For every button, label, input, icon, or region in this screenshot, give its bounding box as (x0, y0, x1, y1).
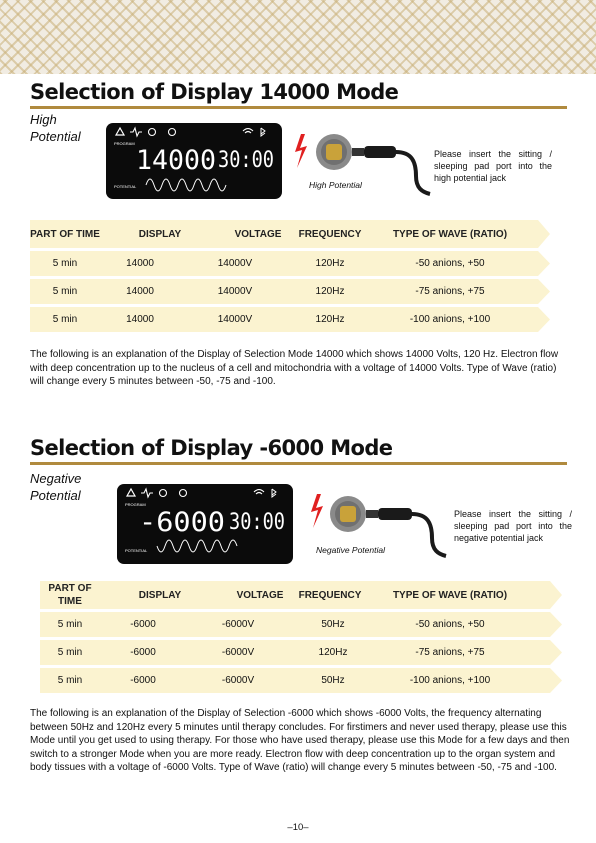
pulse-icon (130, 128, 142, 136)
cell-display: 14000 (126, 286, 154, 297)
device-label: High Potential (309, 180, 362, 190)
cell-frequency: 120Hz (315, 314, 345, 325)
instruction-note: Please insert the sitting / sleeping pad port into the negative potential jack (454, 509, 572, 543)
pulse-icon (141, 489, 153, 497)
page-number: –10– (287, 822, 309, 833)
wave-graphic (157, 540, 237, 552)
cell-voltage: 14000V (217, 314, 253, 325)
wifi-icon (243, 129, 253, 134)
cell-display: -6000 (130, 619, 156, 630)
header-type-of-wave: TYPE OF WAVE (RATIO) (392, 228, 508, 240)
cell-wave: -50 anions, +50 (415, 619, 485, 630)
header-part-of-time: PART OF TIME (48, 583, 92, 607)
table-row (40, 668, 562, 693)
header-frequency: FREQUENCY (298, 589, 362, 601)
wifi-icon (254, 490, 264, 495)
cell-voltage: 14000V (217, 286, 253, 297)
cell-wave: -50 anions, +50 (415, 258, 485, 269)
cell-frequency: 120Hz (315, 286, 345, 297)
table-row (30, 307, 550, 332)
cell-display: 14000 (126, 258, 154, 269)
header-display: DISPLAY (138, 228, 182, 240)
cell-display: -6000 (130, 647, 156, 658)
header-voltage: VOLTAGE (234, 228, 282, 240)
cell-wave: -75 anions, +75 (415, 286, 485, 297)
cell-frequency: 50Hz (321, 619, 345, 630)
bluetooth-icon (261, 128, 265, 136)
lcd-mode-label: POTENTIAL (125, 548, 148, 553)
lightning-bolt-icon (293, 134, 309, 168)
lcd-timer: 30:00 (218, 148, 274, 173)
lightning-bolt-icon (309, 494, 325, 528)
table-header-row (30, 220, 550, 248)
cell-voltage: -6000V (221, 647, 255, 658)
mode-icon (160, 490, 167, 497)
cell-wave: -100 anions, +100 (409, 675, 491, 686)
cell-display: 14000 (126, 314, 154, 325)
lcd-display-panel (117, 484, 293, 564)
table-row (30, 251, 550, 276)
lcd-screen-graphic (117, 484, 293, 564)
section-title: Selection of Display -6000 Mode (30, 436, 393, 460)
decorative-header-pattern (0, 0, 596, 74)
cell-time: 5 min (57, 675, 83, 686)
cell-time: 5 min (52, 258, 78, 269)
table-header-row (40, 581, 562, 609)
explanation-paragraph: The following is an explanation of the Display of Selection Mode 14000 which shows 14000 Volts, 120 Hz. Electron flow with deep concentration up to the nucleus of a cell and mitochondria with a voltage of 14000 Volts. Type of Wave (ratio) will change every 5 minutes between -50, -75 and -100. (30, 349, 559, 388)
table-row (30, 279, 550, 304)
cell-wave: -100 anions, +100 (409, 314, 491, 325)
instruction-note: Please insert the sitting / sleeping pad port into the high potential jack (434, 149, 552, 183)
lcd-digits: 14000 (136, 145, 216, 176)
table-row (40, 612, 562, 637)
warning-icon (116, 128, 124, 135)
mode-icon (149, 129, 156, 136)
header-frequency: FREQUENCY (298, 228, 362, 240)
cell-voltage: 14000V (217, 258, 253, 269)
header-part-of-time: PART OF TIME (30, 228, 100, 240)
wave-graphic (146, 179, 226, 191)
cell-frequency: 50Hz (321, 675, 345, 686)
device-label: Negative Potential (316, 545, 385, 555)
clock-icon (180, 490, 187, 497)
cell-wave: -75 anions, +75 (415, 647, 485, 658)
cell-frequency: 120Hz (318, 647, 348, 658)
cell-time: 5 min (57, 619, 83, 630)
cell-time: 5 min (52, 314, 78, 325)
cell-time: 5 min (52, 286, 78, 297)
cell-voltage: -6000V (221, 675, 255, 686)
lcd-digits: -6000 (139, 507, 225, 538)
title-underline (30, 106, 567, 109)
header-type-of-wave: TYPE OF WAVE (RATIO) (392, 589, 508, 601)
lcd-timer: 30:00 (229, 510, 285, 535)
section-title: Selection of Display 14000 Mode (30, 80, 399, 104)
header-display: DISPLAY (138, 589, 182, 601)
bluetooth-icon (272, 489, 276, 497)
lcd-mode-label: POTENTIAL (114, 184, 137, 189)
cell-frequency: 120Hz (315, 258, 345, 269)
table-row (40, 640, 562, 665)
clock-icon (169, 129, 176, 136)
section-subtitle: High Potential (30, 112, 81, 144)
warning-icon (127, 489, 135, 496)
section-subtitle: Negative Potential (30, 471, 82, 503)
cell-display: -6000 (130, 675, 156, 686)
cell-time: 5 min (57, 647, 83, 658)
lcd-display-panel (106, 123, 282, 199)
title-underline (30, 462, 567, 465)
header-voltage: VOLTAGE (236, 589, 284, 601)
explanation-paragraph: The following is an explanation of the Display of Selection -6000 which shows -6000 Volts, the frequency alternating between 50Hz and 120Hz every 5 minutes until therapy concludes. For firstimers and never used therapy, please use this Mode until you get used to using therapy. For those who have used therapy, please use this Mode for a few days and then switch to a stronger Mode when you are more ready. Electron flow with deep concentration up to the organ system and body tissues with a voltage of -6000 Volts. Type of Wave (ratio) will change every 5 minutes between -50, -75 and -100. (30, 708, 570, 774)
lcd-small-label: PROGRAM (125, 502, 146, 507)
lcd-small-label: PROGRAM (114, 141, 135, 146)
cell-voltage: -6000V (221, 619, 255, 630)
lcd-screen-graphic (106, 123, 282, 199)
